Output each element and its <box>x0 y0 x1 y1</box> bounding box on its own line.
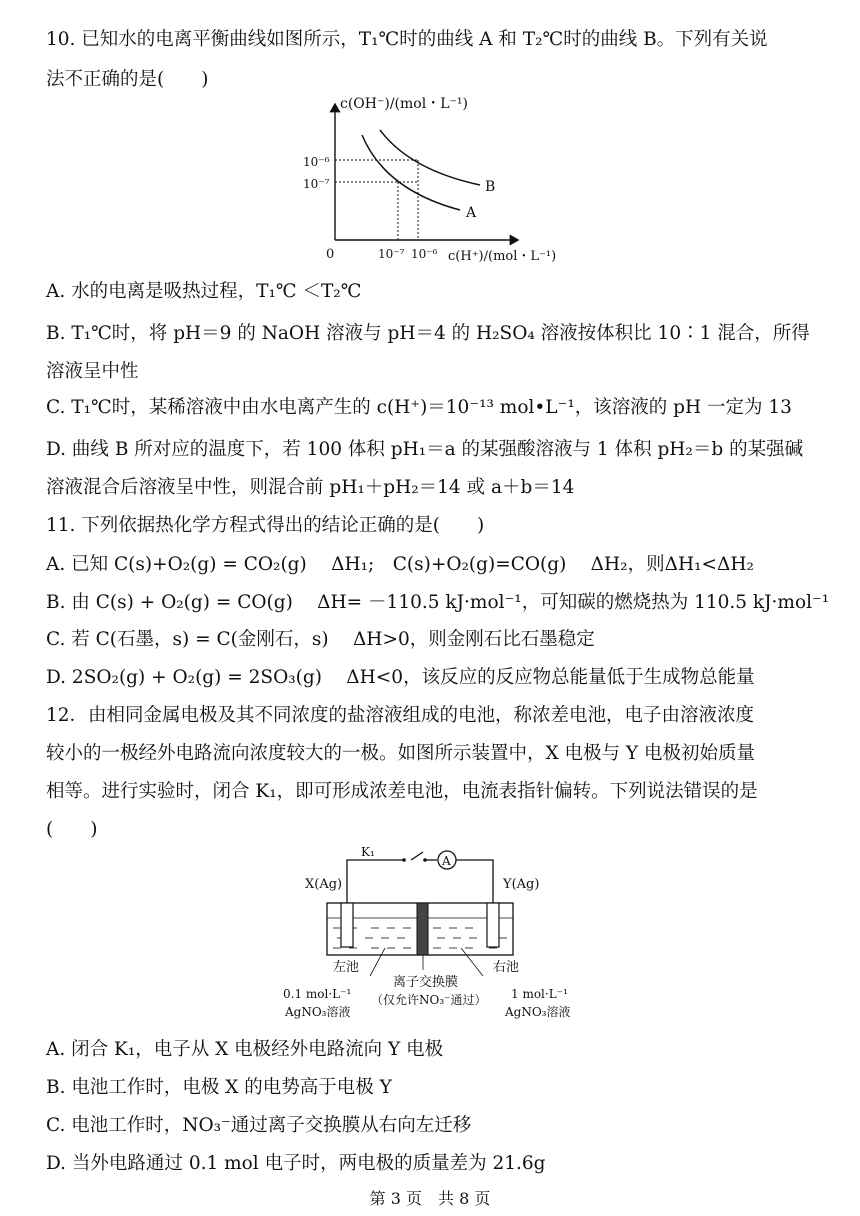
switch-label: K₁ <box>361 845 375 859</box>
q12-option-b: B. 电池工作时，电极 X 的电势高于电极 Y <box>46 1077 392 1098</box>
graph-y-axis-label: c(OH⁻)/(mol・L⁻¹) <box>340 96 468 112</box>
switch-k1 <box>411 852 423 860</box>
membrane-note: （仅允许NO₃⁻通过） <box>371 993 487 1007</box>
q10-option-c: C. T₁℃时，某稀溶液中由水电离产生的 c(H⁺)＝10⁻¹³ mol•L⁻¹，该溶液的 pH 一定为 13 <box>46 397 792 418</box>
y-tick-upper: 10⁻⁶ <box>303 155 330 169</box>
ammeter-label: A <box>442 854 451 868</box>
y-tick-lower: 10⁻⁷ <box>303 177 330 191</box>
wire-left <box>347 860 403 918</box>
left-concentration: 0.1 mol·L⁻¹ <box>283 987 352 1001</box>
q10-option-d-line1: D. 曲线 B 所对应的温度下，若 100 体积 pH₁＝a 的某强酸溶液与 1 体积 pH₂＝b 的某强碱 <box>46 439 804 460</box>
q11-option-c: C. 若 C(石墨，s) = C(金刚石，s) ΔH>0，则金刚石比石墨稳定 <box>46 629 595 650</box>
electrode-x <box>341 903 353 947</box>
q11-option-d: D. 2SO₂(g) + O₂(g) = 2SO₃(g) ΔH<0，该反应的反应物总能量低于生成物总能量 <box>46 667 755 688</box>
electrode-y <box>487 903 499 947</box>
water-ionization-graph <box>300 90 570 270</box>
q10-option-b-line2: 溶液呈中性 <box>46 361 139 382</box>
left-solution: AgNO₃溶液 <box>285 1005 351 1019</box>
membrane-label: 离子交换膜 <box>393 975 459 990</box>
curve-a-label: A <box>466 205 477 221</box>
graph-x-axis-label: c(H⁺)/(mol・L⁻¹) <box>448 249 557 264</box>
concentration-cell-figure <box>275 838 595 1024</box>
q12-stem-line2: 较小的一极经外电路流向浓度较大的一极。如图所示装置中，X 电极与 Y 电极初始质量 <box>46 743 756 764</box>
right-pool-label: 右池 <box>493 960 520 975</box>
q10-option-b-line1: B. T₁℃时，将 pH＝9 的 NaOH 溶液与 pH＝4 的 H₂SO₄ 溶液按体积比 10∶1 混合，所得 <box>46 323 810 344</box>
q12-stem-line1: 12．由相同金属电极及其不同浓度的盐溶液组成的电池，称浓差电池，电子由溶液浓度 <box>46 705 755 726</box>
q10-stem-line1: 10. 已知水的电离平衡曲线如图所示，T₁℃时的曲线 A 和 T₂℃时的曲线 B。下列有关说 <box>46 29 768 50</box>
q11-option-b: B. 由 C(s) + O₂(g) = CO(g) ΔH= －110.5 kJ·mol⁻¹，可知碳的燃烧热为 110.5 kJ·mol⁻¹ <box>46 592 830 613</box>
ion-exchange-membrane <box>417 903 428 955</box>
left-pool-label: 左池 <box>333 960 360 975</box>
curve-a <box>362 135 460 210</box>
q12-stem-line4: ( ) <box>46 819 98 840</box>
q11-stem: 11. 下列依据热化学方程式得出的结论正确的是( ) <box>46 515 485 536</box>
q10-option-a: A. 水的电离是吸热过程，T₁℃ ＜T₂℃ <box>46 281 362 302</box>
left-electrode-label: X(Ag) <box>305 877 343 892</box>
graph-origin: 0 <box>326 247 335 262</box>
q12-option-d: D. 当外电路通过 0.1 mol 电子时，两电极的质量差为 21.6g <box>46 1153 546 1174</box>
curve-b <box>380 130 480 185</box>
right-solution: AgNO₃溶液 <box>505 1005 571 1019</box>
right-concentration: 1 mol·L⁻¹ <box>511 987 568 1001</box>
right-electrode-label: Y(Ag) <box>503 877 540 892</box>
q10-option-d-line2: 溶液混合后溶液呈中性，则混合前 pH₁＋pH₂＝14 或 a＋b＝14 <box>46 477 575 498</box>
q10-stem-line2: 法不正确的是( ) <box>46 69 209 90</box>
x-tick-right: 10⁻⁶ <box>411 247 438 261</box>
page-footer: 第 3 页 共 8 页 <box>369 1189 491 1208</box>
x-tick-left: 10⁻⁷ <box>378 247 405 261</box>
q12-option-a: A. 闭合 K₁，电子从 X 电极经外电路流向 Y 电极 <box>46 1039 444 1060</box>
q12-option-c: C. 电池工作时，NO₃⁻通过离子交换膜从右向左迁移 <box>46 1115 472 1136</box>
q11-option-a: A. 已知 C(s)+O₂(g) = CO₂(g) ΔH₁; C(s)+O₂(g)=CO(g) ΔH₂，则ΔH₁<ΔH₂ <box>46 554 754 575</box>
q12-stem-line3: 相等。进行实验时，闭合 K₁，即可形成浓差电池，电流表指针偏转。下列说法错误的是 <box>46 781 758 802</box>
curve-b-label: B <box>485 179 496 195</box>
